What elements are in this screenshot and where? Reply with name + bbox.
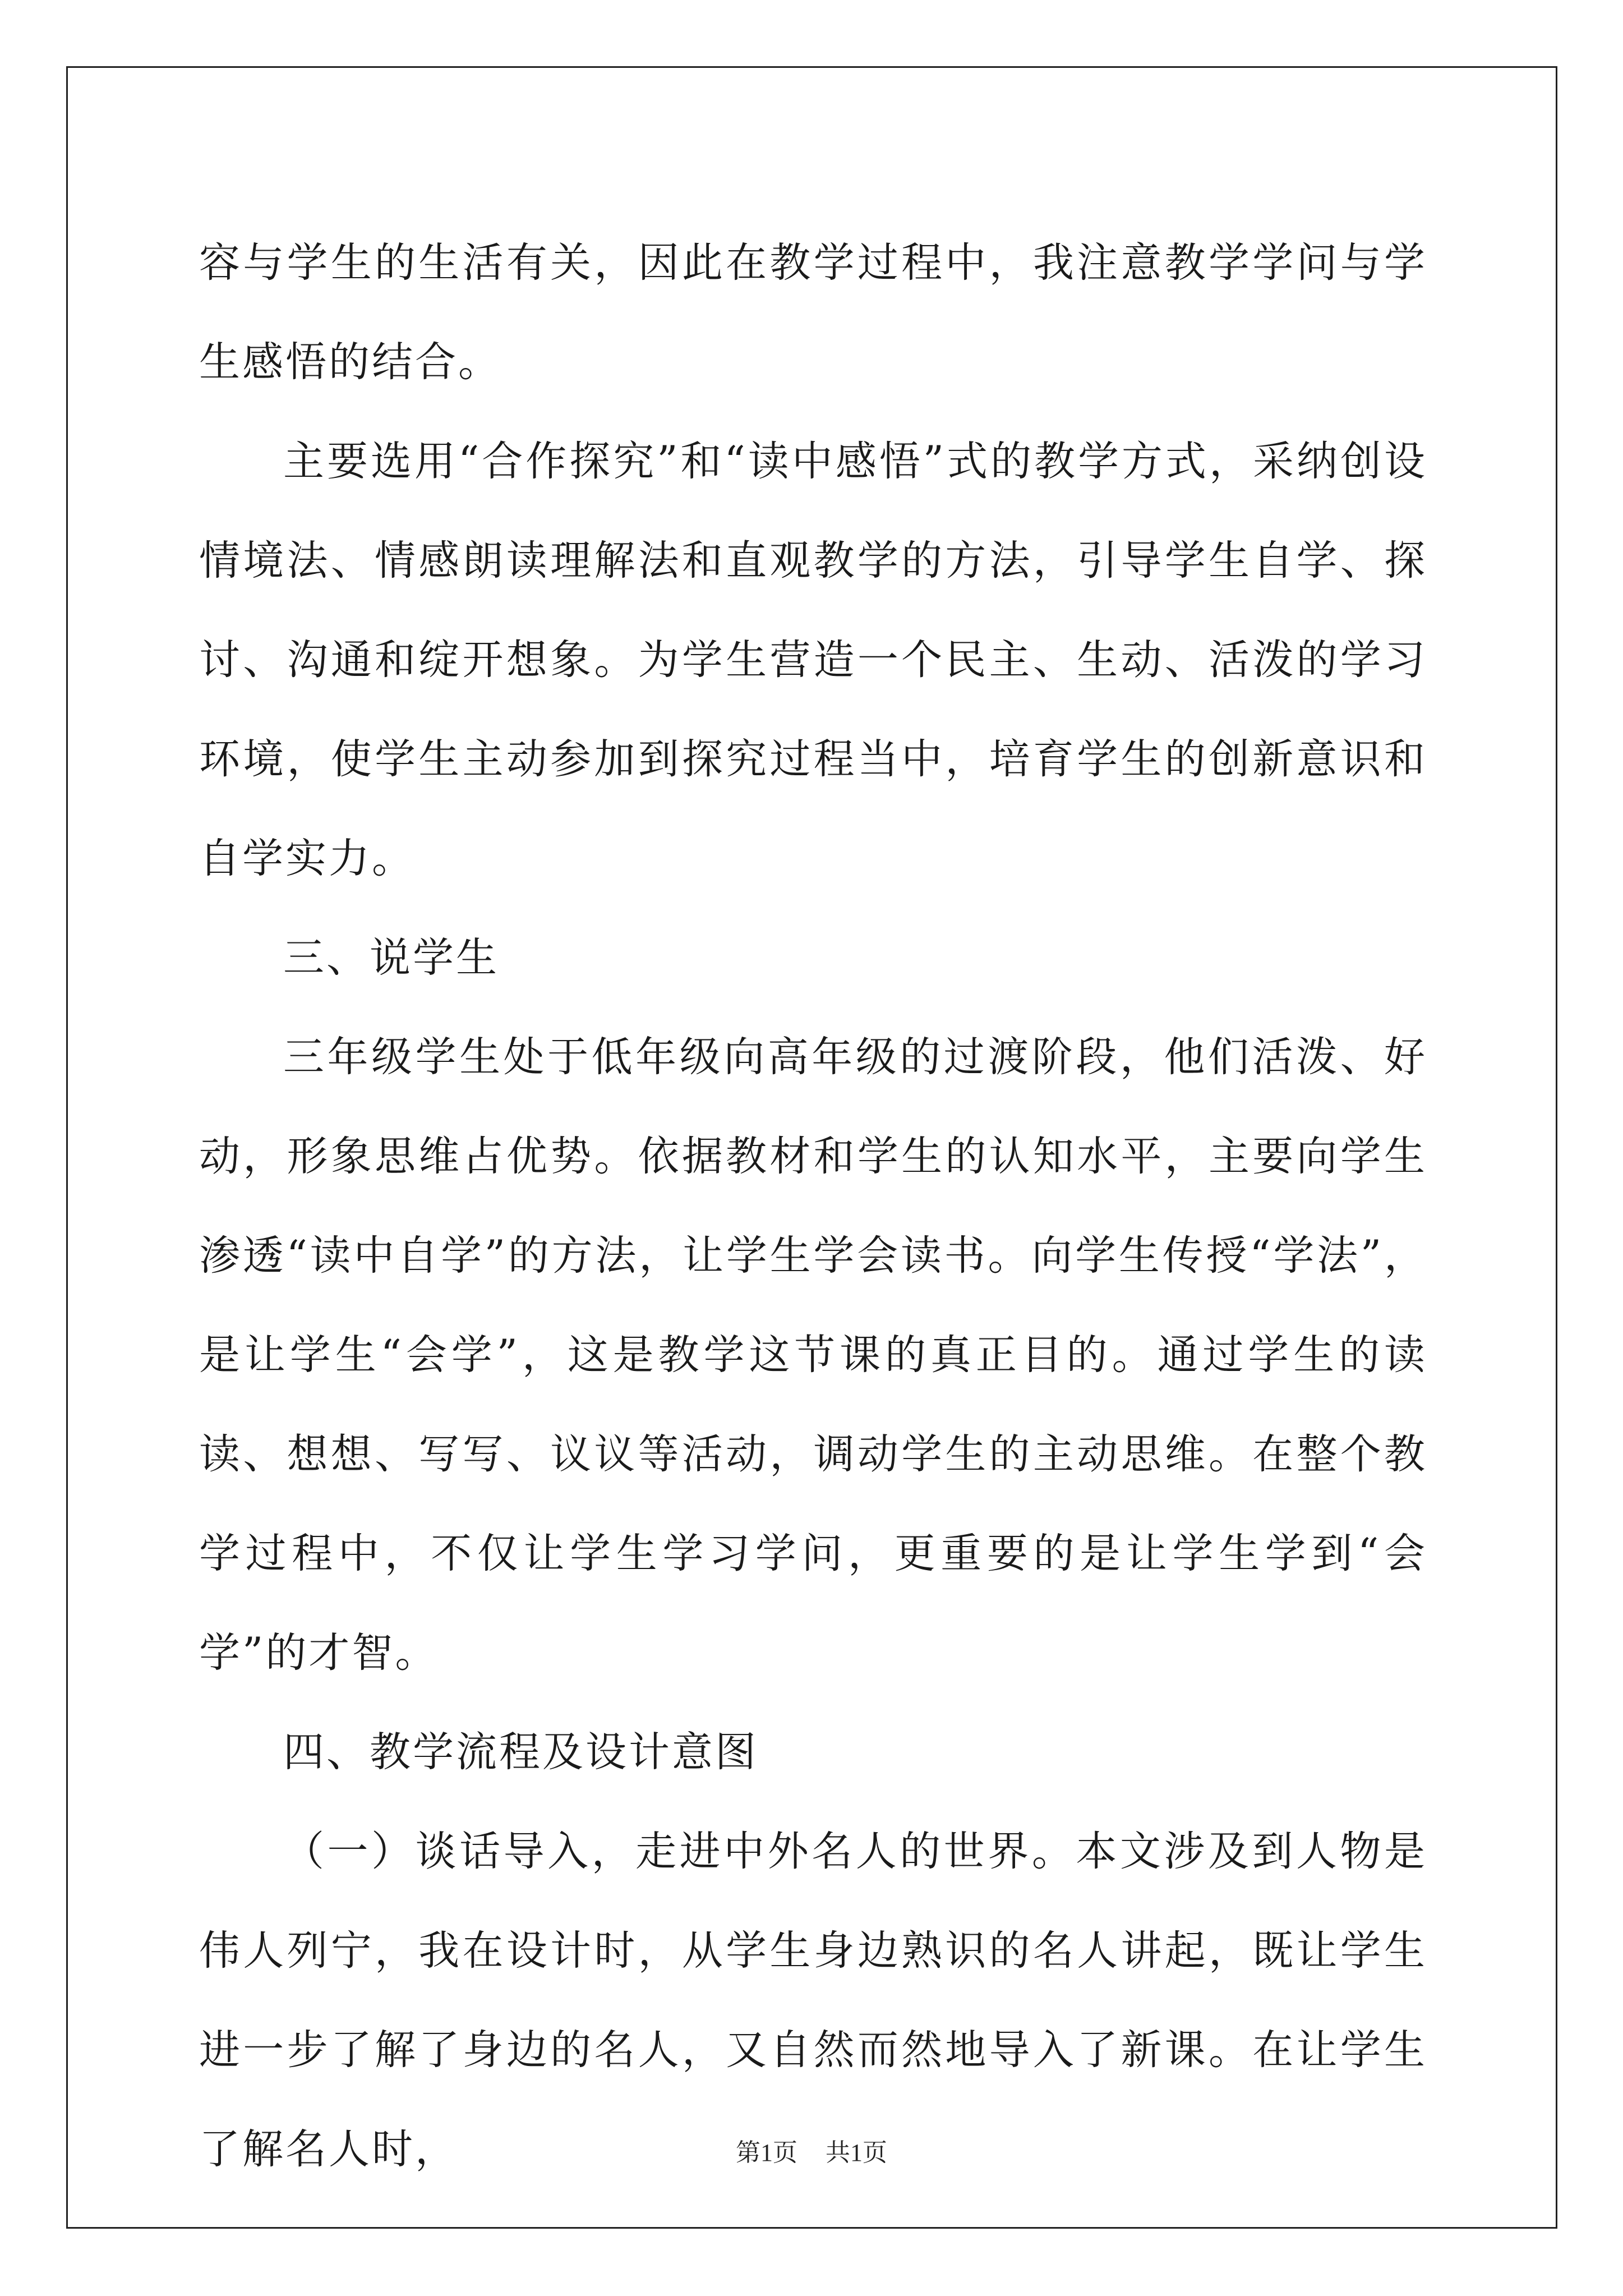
page-total: 共1页 <box>826 2139 887 2166</box>
section-heading-3: 三、说学生 <box>283 934 499 982</box>
paragraph-1: 容与学生的生活有关，因此在教学过程中，我注意教学学问与学生感悟的结合。 <box>199 239 1427 386</box>
section-heading-4: 四、教学流程及设计意图 <box>283 1728 758 1776</box>
paragraph-2: 主要选用“合作探究”和“读中感悟”式的教学方式，采纳创设情境法、情感朗读理解法和直观教学的方法，引导学生自学、探讨、沟通和绽开想象。为学生营造一个民主、生动、活泼的学习环境，使学生主动参加到探究过程当中，培育学生的创新意识和自学实力。 <box>199 438 1427 882</box>
page-number: 第1页 <box>736 2139 797 2166</box>
paragraph-6: （一）谈话导入，走进中外名人的世界。本文涉及到人物是伟人列宁，我在设计时，从学生身边熟识的名人讲起，既让学生进一步了解了身边的名人，又自然而然地导入了新课。在让学生了解名人时， <box>199 1828 1427 2173</box>
paragraph-4: 三年级学生处于低年级向高年级的过渡阶段，他们活泼、好动，形象思维占优势。依据教材和学生的认知水平，主要向学生渗透“读中自学”的方法，让学生学会读书。向学生传授“学法”，是让学生“会学”，这是教学这节课的真正目的。通过学生的读读、想想、写写、议议等活动，调动学生的主动思维。在整个教学过程中，不仅让学生学习学问，更重要的是让学生学到“会学”的才智。 <box>199 1033 1427 1677</box>
page-footer <box>0 2136 1623 2170</box>
document-body <box>199 213 1427 2199</box>
